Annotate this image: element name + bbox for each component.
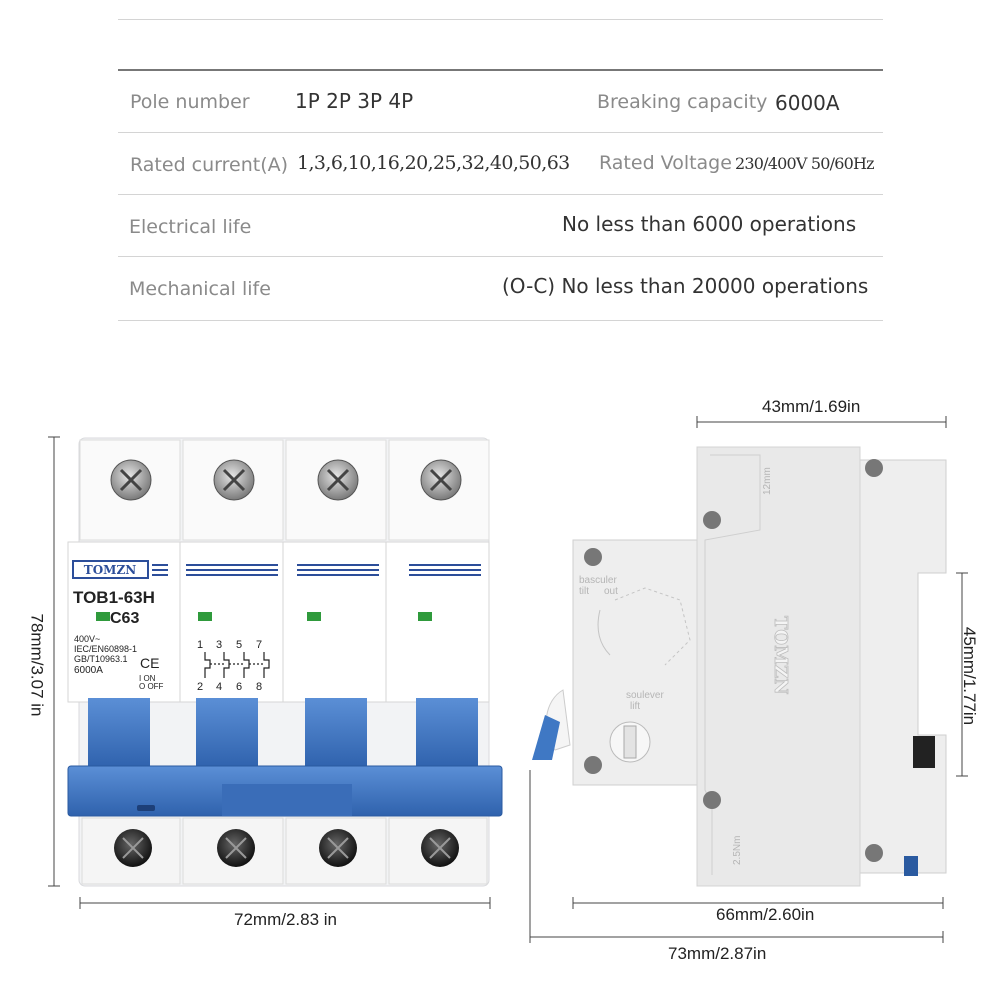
rating-label: C63 [110, 610, 140, 627]
terminal-top-5: 5 [236, 639, 243, 651]
side-view [532, 447, 946, 886]
on-label: I ON [139, 674, 156, 683]
brand-logo: TOMZN [83, 563, 137, 577]
mechanical-life-value: (O-C) No less than 20000 operations [502, 274, 869, 298]
pole-number-value: 1P 2P 3P 4P [295, 89, 414, 113]
capacity-label: 6000A [74, 665, 103, 676]
pole-number-label: Pole number [130, 91, 250, 113]
side-12mm-label: 12mm [762, 467, 773, 495]
model-label: TOB1-63H [73, 588, 155, 607]
dimension-width-front: 72mm/2.83 in [234, 910, 337, 929]
rated-voltage-value: 230/400V 50/60Hz [735, 154, 874, 173]
ce-mark-icon: CE [140, 655, 160, 671]
soulever-label: soulever [626, 690, 664, 701]
out-label: out [604, 586, 618, 597]
voltage-label: 400V~ [74, 634, 101, 644]
electrical-life-value: No less than 6000 operations [562, 212, 857, 236]
terminal-top-1: 1 [197, 639, 204, 651]
off-label: O OFF [139, 682, 164, 691]
terminal-bottom-8: 8 [256, 681, 263, 693]
standard1-label: IEC/EN60898-1 [74, 644, 138, 654]
terminal-top-3: 3 [216, 639, 223, 651]
electrical-life-label: Electrical life [129, 216, 252, 238]
breaking-capacity-label: Breaking capacity [597, 91, 768, 113]
dimension-depth-total: 73mm/2.87in [668, 944, 767, 963]
tilt-label: tilt [579, 586, 589, 597]
standard2-label: GB/T10963.1 [74, 654, 128, 664]
terminal-bottom-6: 6 [236, 681, 243, 693]
dimension-top-side: 43mm/1.69in [762, 397, 861, 416]
breaking-capacity-value: 6000A [775, 91, 840, 115]
basculer-label: basculer [579, 575, 617, 586]
front-view [68, 438, 502, 886]
side-brand-logo: TOMZN [770, 616, 791, 695]
terminal-top-7: 7 [256, 639, 263, 651]
rated-current-label: Rated current(A) [130, 154, 289, 176]
lift-label: lift [630, 701, 640, 712]
dimension-height-front: 78mm/3.07 in [27, 613, 47, 717]
side-torque-label: 2.5Nm [732, 835, 743, 865]
terminal-bottom-2: 2 [197, 681, 204, 693]
dimension-right-side: 45mm/1.77in [960, 626, 980, 726]
terminal-bottom-4: 4 [216, 681, 223, 693]
dimension-depth-inner: 66mm/2.60in [716, 905, 815, 924]
mechanical-life-label: Mechanical life [129, 278, 271, 300]
rated-voltage-label: Rated Voltage [599, 152, 732, 174]
rated-current-value: 1,3,6,10,16,20,25,32,40,50,63 [297, 152, 570, 174]
